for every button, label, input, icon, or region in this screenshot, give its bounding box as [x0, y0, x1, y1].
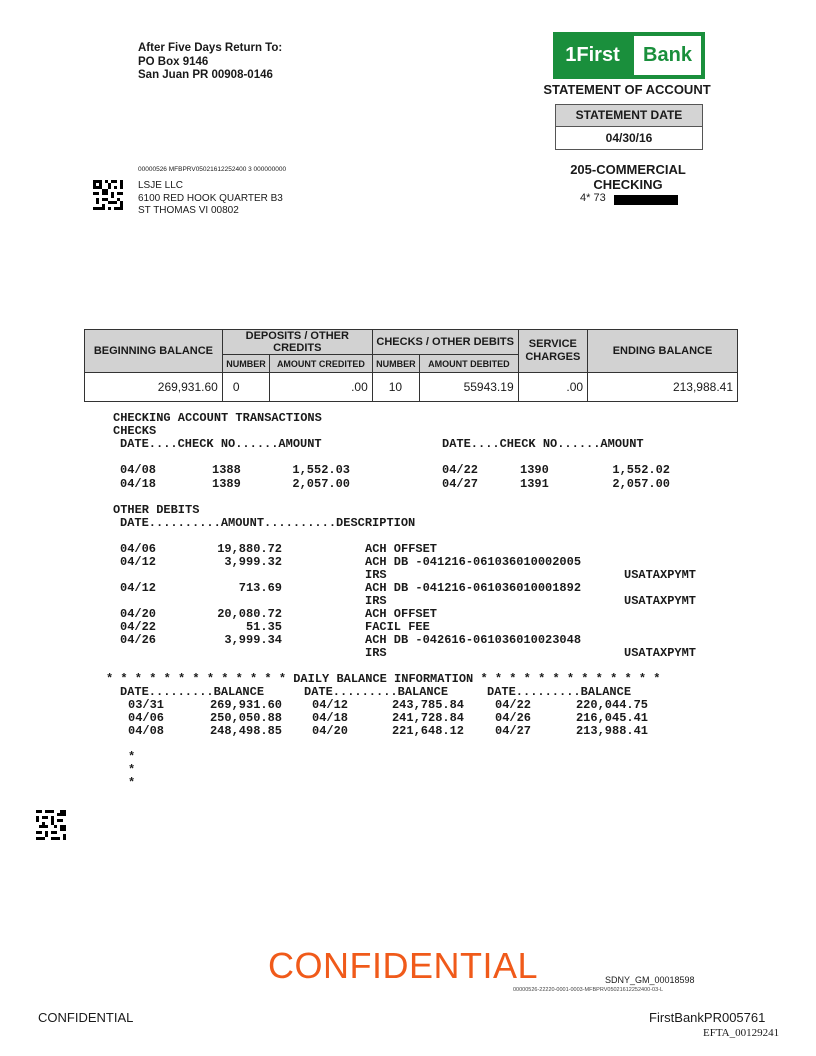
return-address-line3: San Juan PR 00908-0146: [138, 69, 273, 81]
efta-number: EFTA_00129241: [703, 1027, 780, 1039]
transactions-title: CHECKING ACCOUNT TRANSACTIONS: [113, 411, 322, 425]
daily-balance: 241,728.84: [391, 711, 464, 725]
customer-street: 6100 RED HOOK QUARTER B3: [138, 192, 283, 204]
check-amount: 1,552.03: [292, 463, 350, 477]
daily-date: 04/22: [495, 698, 532, 712]
debit-amount: 51.35: [245, 620, 282, 634]
return-address-line2: PO Box 9146: [138, 55, 209, 68]
sdny-bates: SDNY_GM_00018598: [605, 975, 695, 985]
amount-debited-value: 55943.19: [420, 373, 519, 402]
daily-date: 04/26: [495, 711, 532, 725]
debit-amount: 713.69: [238, 581, 282, 595]
debit-amount: 20,080.72: [217, 607, 282, 621]
daily-header-2: DATE.........BALANCE: [304, 685, 449, 699]
amount-credited-value: .00: [270, 373, 373, 402]
checks-header-right: DATE....CHECK NO......AMOUNT: [442, 437, 644, 451]
daily-balance: 248,498.85: [209, 724, 282, 738]
check-amount: 1,552.02: [612, 463, 670, 477]
daily-balance: 250,050.88: [209, 711, 282, 725]
asterisk-mark: *: [128, 776, 136, 790]
service-charges-value: .00: [518, 373, 587, 402]
debit-tag: USATAXPYMT: [624, 594, 697, 608]
check-amount: 2,057.00: [612, 477, 670, 491]
document-id: 00000526-22220-0001-0003-MFBPRV05021612252400-03-L: [513, 987, 664, 993]
matrix-barcode-icon: [36, 810, 66, 840]
asterisk-mark: *: [128, 763, 136, 777]
account-number-redaction: [614, 195, 678, 205]
debit-description: ACH DB -042616-061036010023048: [365, 633, 582, 647]
header-amount-debited: AMOUNT DEBITED: [420, 355, 519, 373]
logo-bank-text: Bank: [634, 36, 701, 75]
check-number: 1390: [520, 463, 549, 477]
debit-description: ACH DB -041216-061036010002005: [365, 555, 582, 569]
debit-tag: USATAXPYMT: [624, 646, 697, 660]
header-deposits-number: NUMBER: [222, 355, 269, 373]
other-debits-title: OTHER DEBITS: [113, 503, 200, 517]
daily-balance: 220,044.75: [575, 698, 648, 712]
customer-address: [138, 180, 283, 218]
matrix-barcode-icon: [93, 180, 123, 210]
header-beginning-balance: BEGINNING BALANCE: [85, 330, 223, 373]
debit-description-line2: IRS: [365, 568, 387, 582]
daily-date: 03/31: [128, 698, 165, 712]
account-summary-table: [84, 329, 738, 402]
debit-amount: 19,880.72: [217, 542, 282, 556]
checks-header-left: DATE....CHECK NO......AMOUNT: [120, 437, 322, 451]
debit-date: 04/20: [120, 607, 157, 621]
debit-date: 04/12: [120, 581, 157, 595]
check-number: 1389: [212, 477, 241, 491]
return-address: [138, 42, 282, 83]
firstbank-logo: [553, 32, 705, 79]
statement-date-value: 04/30/16: [605, 131, 653, 145]
debit-amount: 3,999.34: [224, 633, 282, 647]
account-number: 4* 73: [580, 192, 606, 204]
debit-amount: 3,999.32: [224, 555, 282, 569]
daily-balance: 216,045.41: [575, 711, 648, 725]
header-checks: CHECKS / OTHER DEBITS: [372, 330, 518, 355]
debit-description: ACH OFFSET: [365, 607, 438, 621]
statement-date-label: STATEMENT DATE: [556, 105, 702, 127]
check-number: 1388: [212, 463, 241, 477]
daily-balance-title: * * * * * * * * * * * * * DAILY BALANCE INFORMATION * * * * * * * * * * * * *: [106, 672, 661, 686]
customer-name: LSJE LLC: [138, 180, 184, 191]
ending-balance-value: 213,988.41: [588, 373, 738, 402]
confidential-label: CONFIDENTIAL: [38, 1010, 134, 1025]
beginning-balance-value: 269,931.60: [85, 373, 223, 402]
account-type: 205-COMMERCIAL CHECKING: [570, 162, 686, 192]
return-address-line1: After Five Days Return To:: [138, 42, 283, 54]
debit-description: FACIL FEE: [365, 620, 430, 634]
check-date: 04/27: [442, 477, 479, 491]
debit-date: 04/12: [120, 555, 157, 569]
confidential-stamp: CONFIDENTIAL: [268, 945, 539, 986]
deposits-number-value: 0: [222, 373, 269, 402]
debit-description-line2: IRS: [365, 594, 387, 608]
daily-date: 04/18: [312, 711, 349, 725]
header-checks-number: NUMBER: [372, 355, 419, 373]
customer-city: ST THOMAS VI 00802: [138, 205, 239, 216]
debit-description-line2: IRS: [365, 646, 387, 660]
daily-date: 04/08: [128, 724, 165, 738]
header-ending-balance: ENDING BALANCE: [588, 330, 738, 373]
daily-header-1: DATE.........BALANCE: [120, 685, 265, 699]
debit-description: ACH OFFSET: [365, 542, 438, 556]
asterisk-mark: *: [128, 750, 136, 764]
check-date: 04/22: [442, 463, 479, 477]
other-debits-header: DATE..........AMOUNT..........DESCRIPTION: [120, 516, 416, 530]
debit-date: 04/26: [120, 633, 157, 647]
checks-title: CHECKS: [113, 424, 157, 438]
logo-first-text: 1First: [554, 33, 631, 78]
daily-balance: 243,785.84: [391, 698, 464, 712]
daily-date: 04/06: [128, 711, 165, 725]
statement-title: STATEMENT OF ACCOUNT: [543, 82, 711, 97]
header-amount-credited: AMOUNT CREDITED: [270, 355, 373, 373]
bates-number: FirstBankPR005761: [649, 1010, 766, 1025]
statement-date-box: [555, 104, 703, 150]
debit-description: ACH DB -041216-061036010001892: [365, 581, 582, 595]
debit-date: 04/22: [120, 620, 157, 634]
daily-balance: 269,931.60: [209, 698, 282, 712]
header-service-charges: SERVICE CHARGES: [518, 330, 587, 373]
daily-balance: 213,988.41: [575, 724, 648, 738]
barcode-line: 00000526 MFBPRV05021612252400 3 000000000: [138, 166, 287, 173]
check-date: 04/08: [120, 463, 157, 477]
check-amount: 2,057.00: [292, 477, 350, 491]
daily-date: 04/20: [312, 724, 349, 738]
debit-date: 04/06: [120, 542, 157, 556]
daily-date: 04/27: [495, 724, 532, 738]
check-number: 1391: [520, 477, 549, 491]
daily-balance: 221,648.12: [391, 724, 464, 738]
debit-tag: USATAXPYMT: [624, 568, 697, 582]
daily-header-3: DATE.........BALANCE: [487, 685, 632, 699]
header-deposits: DEPOSITS / OTHER CREDITS: [222, 330, 372, 355]
check-date: 04/18: [120, 477, 157, 491]
daily-date: 04/12: [312, 698, 349, 712]
checks-number-value: 10: [372, 373, 419, 402]
